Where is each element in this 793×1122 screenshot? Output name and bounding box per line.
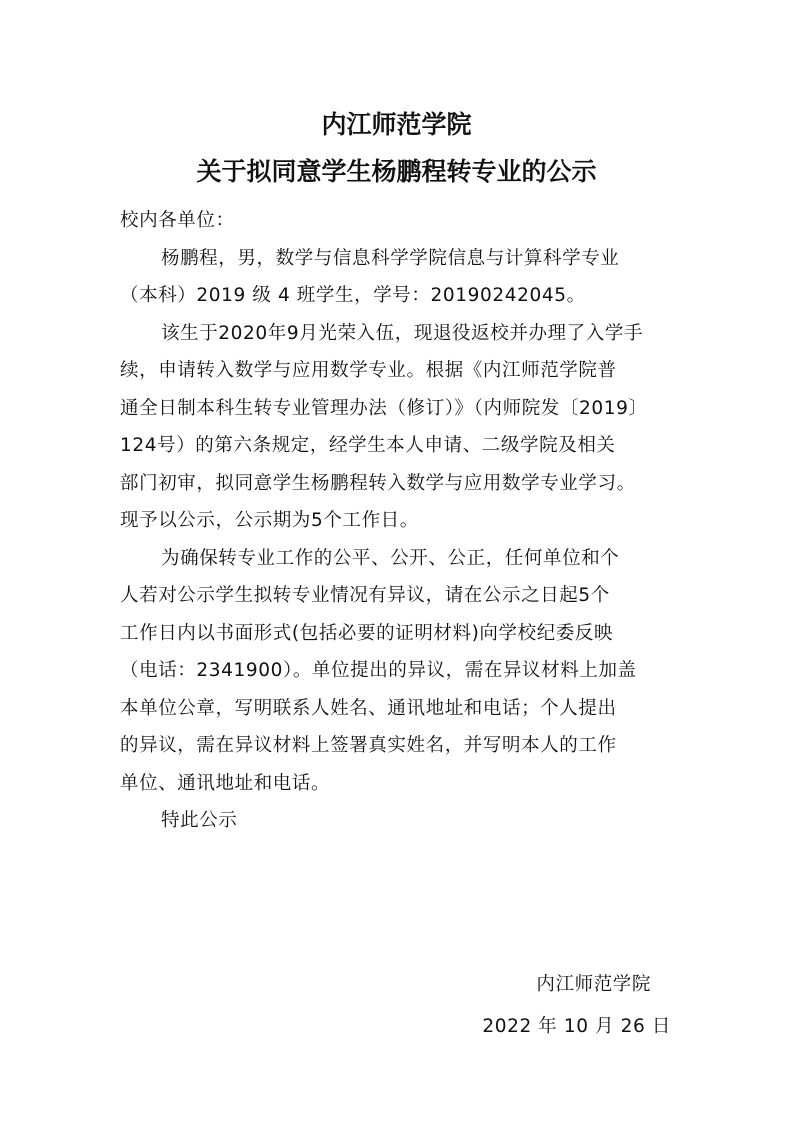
closing-remark: 特此公示	[161, 810, 238, 831]
paragraph-line: （电话：2341900）。单位提出的异议，需在异议材料上加盖	[120, 660, 637, 681]
paragraph-line: 通全日制本科生转专业管理办法（修订）》（内师院发〔2019〕	[120, 397, 648, 419]
paragraph-line: 的异议，需在异议材料上签署真实姓名，并写明本人的工作	[120, 735, 617, 756]
paragraph-line: 续，申请转入数学与应用数学专业。根据《内江师范学院普	[120, 360, 617, 381]
document-title-institution: 内江师范学院	[321, 110, 472, 139]
document-body	[120, 202, 685, 840]
signoff-date: 2022 年 10 月 26 日	[482, 1016, 671, 1037]
paragraph-line: 部门初审，拟同意学生杨鹏程转入数学与应用数学专业学习。	[120, 472, 636, 494]
paragraph-line: 现予以公示，公示期为5个工作日。	[120, 510, 419, 531]
paragraph-line: 单位、通讯地址和电话。	[120, 772, 331, 794]
paragraph-line: 人若对公示学生拟转专业情况有异议，请在公示之日起5个	[120, 585, 610, 606]
paragraph-line: 为确保转专业工作的公平、公开、公正，任何单位和个	[161, 547, 620, 569]
paragraph-line: 该生于2020年9月光荣入伍，现退役返校并办理了入学手	[161, 322, 644, 344]
paragraph-line: 工作日内以书面形式(包括必要的证明材料)向学校纪委反映	[120, 622, 614, 644]
paragraph-line: 杨鹏程，男，数学与信息科学学院信息与计算科学专业	[161, 247, 620, 269]
paragraph-line: （本科）2019 级 4 班学生，学号：20190242045。	[120, 285, 586, 306]
paragraph-line: 本单位公章，写明联系人姓名、通讯地址和电话；个人提出	[120, 697, 617, 719]
signoff-organization: 内江师范学院	[536, 974, 651, 995]
salutation: 校内各单位：	[120, 210, 235, 231]
document-title-subject: 关于拟同意学生杨鹏程转专业的公示	[196, 157, 597, 186]
paragraph-line: 124号）的第六条规定，经学生本人申请、二级学院及相关	[120, 435, 616, 456]
